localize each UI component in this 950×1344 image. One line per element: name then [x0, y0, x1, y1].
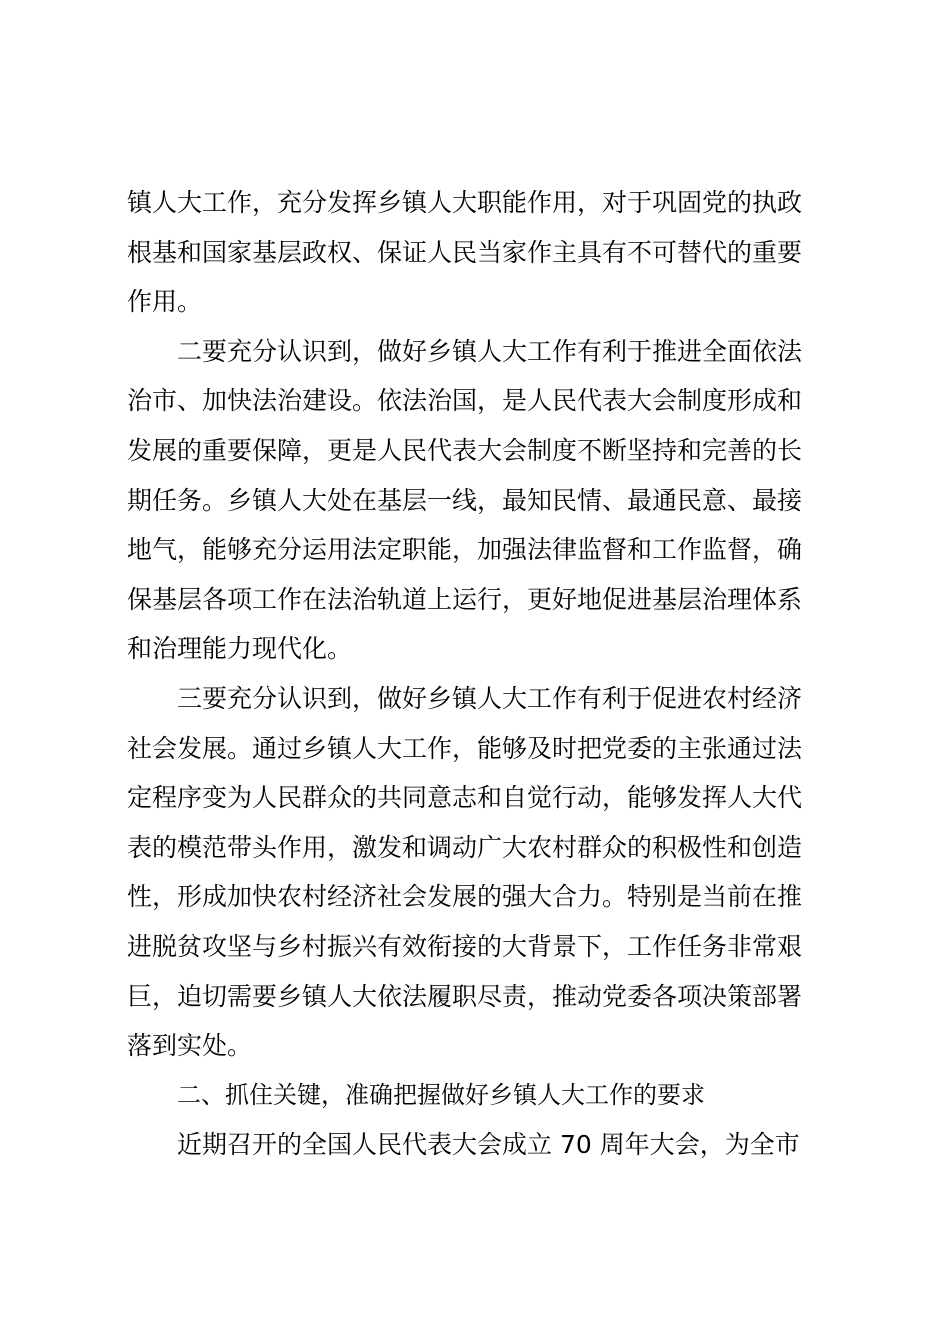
paragraph-line: 根基和国家基层政权、保证人民当家作主具有不可替代的重要: [127, 237, 803, 267]
paragraph-line: 进脱贫攻坚与乡村振兴有效衔接的大背景下，工作任务非常艰: [127, 931, 803, 961]
paragraph-line: 地气，能够充分运用法定职能，加强法律监督和工作监督，确: [127, 535, 803, 565]
paragraph-line: 三要充分认识到，做好乡镇人大工作有利于促进农村经济: [177, 683, 803, 713]
section-heading: 二、抓住关键，准确把握做好乡镇人大工作的要求: [177, 1080, 705, 1109]
paragraph-line: 治市、加快法治建设。依法治国，是人民代表大会制度形成和: [127, 386, 803, 416]
paragraph-line: 落到实处。: [127, 1031, 253, 1061]
paragraph-line: 发展的重要保障，更是人民代表大会制度不断坚持和完善的长: [127, 435, 803, 465]
paragraph-line: 表的模范带头作用，激发和调动广大农村群众的积极性和创造: [127, 832, 803, 862]
paragraph-line: 社会发展。通过乡镇人大工作，能够及时把党委的主张通过法: [127, 733, 803, 763]
paragraph-line: 镇人大工作，充分发挥乡镇人大职能作用，对于巩固党的执政: [127, 188, 803, 217]
paragraph-line: 定程序变为人民群众的共同意志和自觉行动，能够发挥人大代: [127, 783, 803, 813]
paragraph-line: 二要充分认识到，做好乡镇人大工作有利于推进全面依法: [177, 336, 803, 366]
paragraph-line: 期任务。乡镇人大处在基层一线，最知民情、最通民意、最接: [127, 485, 803, 515]
body-text: [127, 178, 831, 1170]
paragraph-line: 巨，迫切需要乡镇人大依法履职尽责，推动党委各项决策部署: [127, 981, 803, 1011]
paragraph-line: 性，形成加快农村经济社会发展的强大合力。特别是当前在推: [127, 882, 803, 912]
paragraph-line: 保基层各项工作在法治轨道上运行，更好地促进基层治理体系: [127, 584, 803, 614]
paragraph-line: 近期召开的全国人民代表大会成立 70 周年大会，为全市: [177, 1130, 800, 1160]
paragraph-line: 作用。: [127, 287, 203, 317]
paragraph-line: 和治理能力现代化。: [127, 634, 353, 664]
